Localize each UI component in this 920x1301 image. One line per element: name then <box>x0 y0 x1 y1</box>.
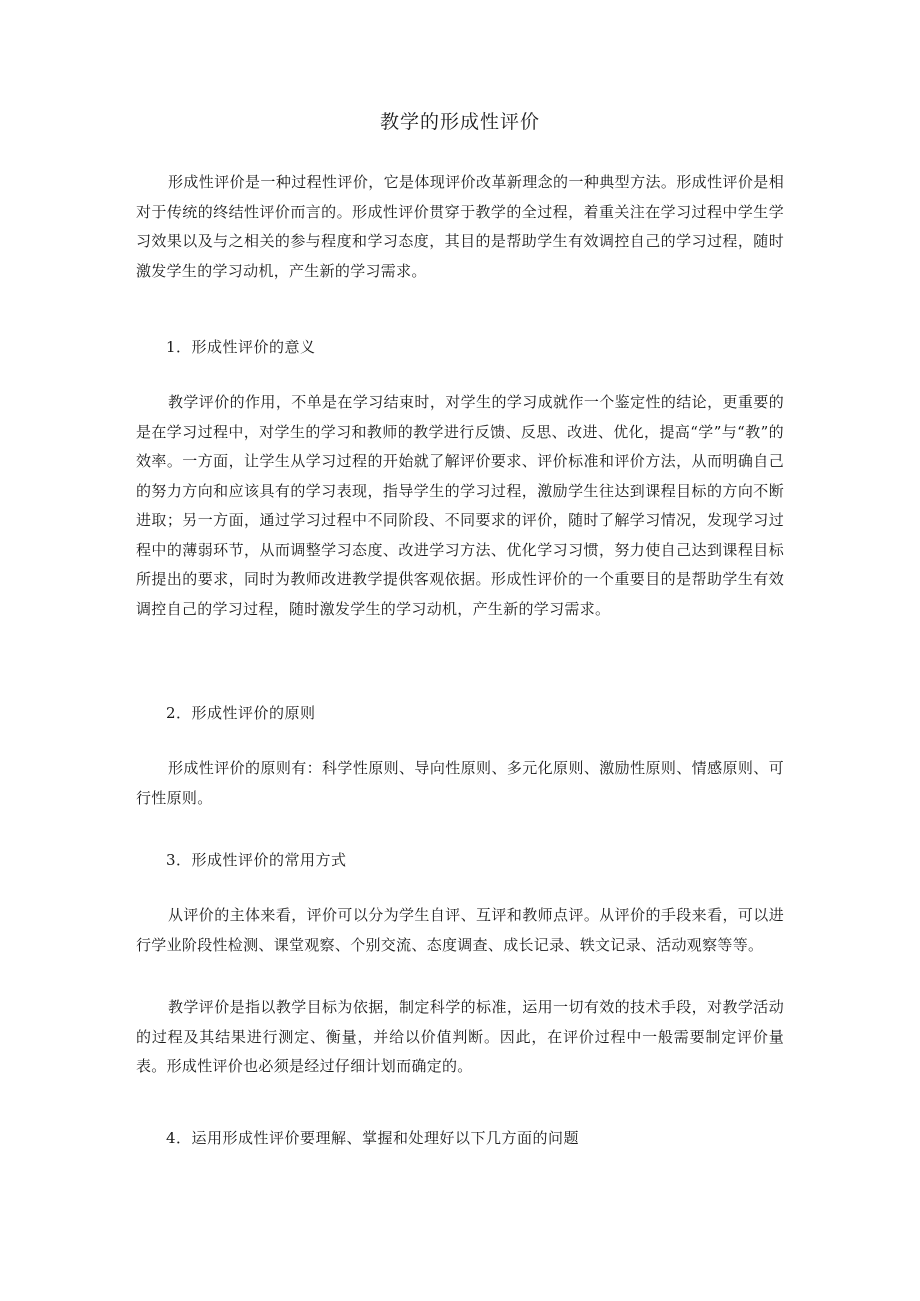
document-title: 教学的形成性评价 <box>379 111 540 133</box>
section-1-paragraph: 教学评价的作用，不单是在学习结束时，对学生的学习成就作一个鉴定性的结论，更重要的是在学习过程中，对学生的学习和教师的教学进行反馈、反思、改进、优化，提高“学”与“教”的效率。一方面，让学生从学习过程的开始就了解评价要求、评价标准和评价方法，从而明确自己的努力方向和应该具有的学习表现，指导学生的学习过程，激励学生往达到课程目标的方向不断进取；另一方面，通过学习过程中不同阶段、不同要求的评价，随时了解学习情况，发现学习过程中的薄弱环节，从而调整学习态度、改进学习方法、优化学习习惯，努力使自己达到课程目标所提出的要求，同时为教师改进教学提供客观依据。形成性评价的一个重要目的是帮助学生有效调控自己的学习过程，随时激发学生的学习动机，产生新的学习需求。 <box>136 393 784 618</box>
intro-paragraph: 形成性评价是一种过程性评价，它是体现评价改革新理念的一种典型方法。形成性评价是相对于传统的终结性评价而言的。形成性评价贯穿于教学的全过程，着重关注在学习过程中学生学习效果以及与之相关的参与程度和学习态度，其目的是帮助学生有效调控自己的学习过程，随时激发学生的学习动机，产生新的学习需求。 <box>136 173 784 280</box>
section-1-heading: 1．形成性评价的意义 <box>166 338 316 356</box>
section-2-paragraph: 形成性评价的原则有：科学性原则、导向性原则、多元化原则、激励性原则、情感原则、可行性原则。 <box>136 759 784 807</box>
section-4-heading: 4．运用形成性评价要理解、掌握和处理好以下几方面的问题 <box>166 1129 580 1147</box>
section-3-paragraph-2: 教学评价是指以教学目标为依据，制定科学的标准，运用一切有效的技术手段，对教学活动的过程及其结果进行测定、衡量，并给以价值判断。因此，在评价过程中一般需要制定评价量表。形成性评价也必须是经过仔细计划而确定的。 <box>136 998 784 1075</box>
section-2-heading: 2．形成性评价的原则 <box>166 704 316 722</box>
section-3-heading: 3．形成性评价的常用方式 <box>166 851 347 869</box>
section-3-paragraph-1: 从评价的主体来看，评价可以分为学生自评、互评和教师点评。从评价的手段来看，可以进行学业阶段性检测、课堂观察、个别交流、态度调查、成长记录、轶文记录、活动观察等等。 <box>136 906 784 954</box>
